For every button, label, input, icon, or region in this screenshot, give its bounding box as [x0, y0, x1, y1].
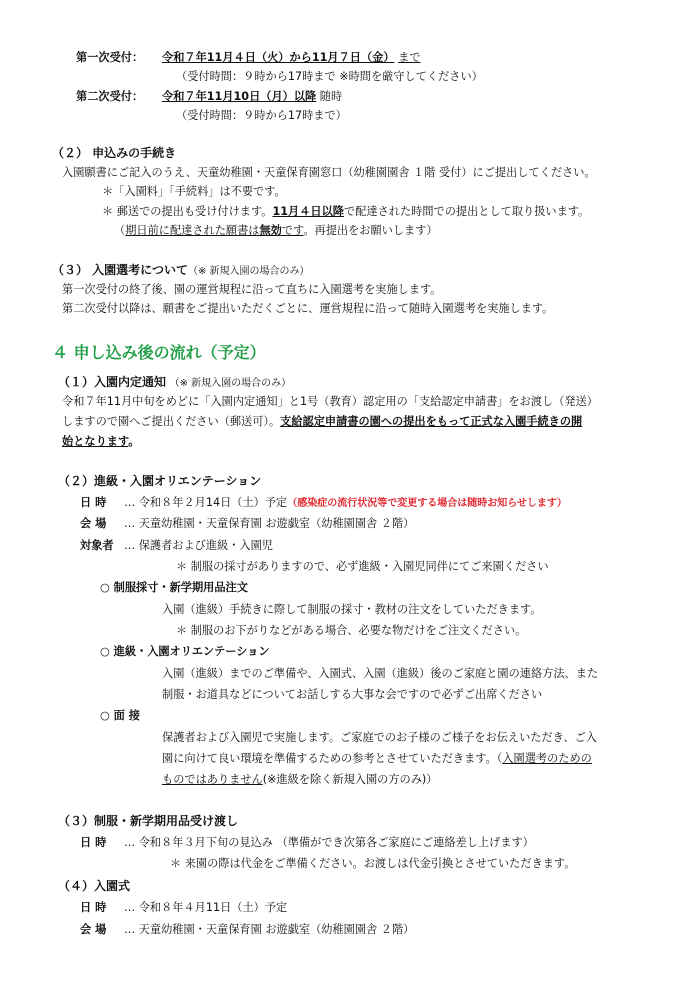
- procedure-line4-invalid: 無効: [259, 224, 282, 237]
- procedure-line3-date: 11月４日以降: [272, 205, 344, 218]
- orientation-target-label: 対象者: [80, 539, 114, 552]
- procedure-line4-e: 。再提出をお願いします）: [303, 224, 438, 237]
- interview-line3: [162, 772, 437, 788]
- orient-line2: 制服・お道具などについてお話しする大事な会ですので必ずご出席ください: [162, 688, 543, 701]
- notice-heading-note: （※ 新規入園の場合のみ）: [169, 378, 292, 389]
- orientation-date: [124, 495, 567, 512]
- orientation-date-label: 日 時: [80, 496, 107, 509]
- notice-line1: 令和７年11月中旬をめどに「入園内定通知」と1号（教育）認定用の「支給認定申請書」をお渡し（発送）: [62, 395, 598, 408]
- notice-line3-end: 。: [128, 435, 140, 448]
- procedure-line1: 入園願書にご記入のうえ、天童幼稚園・天童保育園窓口（幼稚園園舎 １階 受付）にご提出してください。: [62, 166, 596, 179]
- notice-line3-text: 始となります: [62, 435, 129, 448]
- procedure-line3-c: で配達された時間での提出として取り扱います。: [344, 205, 590, 218]
- delivery-note: ＊ 来園の際は代金をご準備ください。お渡しは代金引換とさせていただきます。: [170, 857, 576, 870]
- ceremony-date-label: 日 時: [80, 901, 107, 914]
- flow-heading: ４ 申し込み後の流れ（予定）: [52, 343, 266, 362]
- first-reception-hours: （受付時間：９時から17時まで ※時間を厳守してください）: [176, 70, 483, 83]
- orientation-date-value: … 令和８年２月14日（土）予定: [124, 496, 288, 509]
- orientation-date-note: （感染症の流行状況等で変更する場合は随時お知らせします）: [287, 498, 567, 509]
- first-reception-dates: 令和７年11月４日（火）から11月７日（金）: [162, 51, 395, 64]
- second-reception-anytime: 随時: [319, 90, 343, 103]
- orientation-venue-value: … 天童幼稚園・天童保育園 お遊戯室（幼稚園園舎 ２階）: [124, 517, 415, 530]
- interview-heading: ○ 面 接: [100, 709, 140, 722]
- uniform-line2: ＊ 制服のお下がりなどがある場合、必要な物だけをご注文ください。: [176, 624, 527, 637]
- interview-line3-b: (※進級を除く新規入園の方のみ)）: [262, 773, 438, 786]
- uniform-line1: 入園（進級）手続きに際して制服の採寸・教材の注文をしていただきます。: [162, 603, 542, 616]
- second-reception-date: 令和７年11月10日（月）以降: [162, 90, 317, 103]
- first-reception-until: まで: [398, 51, 421, 64]
- interview-line2-b: 入園選考のための: [502, 752, 592, 765]
- orientation-target-note: ＊ 制服の採寸がありますので、必ず進級・入園児同伴にてご来園ください: [176, 560, 549, 573]
- second-reception-label: 第二次受付：: [76, 90, 144, 103]
- delivery-date-label: 日 時: [80, 836, 107, 849]
- interview-line2: [162, 751, 592, 767]
- ceremony-heading: （４）入園式: [58, 879, 131, 893]
- orientation-venue-label: 会 場: [80, 517, 107, 530]
- orientation-heading: （２）進級・入園オリエンテーション: [58, 474, 262, 488]
- selection-line2: 第二次受付以降は、願書をご提出いただくごとに、運営規程に沿って随時入園選考を実施します。: [62, 302, 554, 315]
- orient-line1: 入園（進級）までのご準備や、入園式、入園（進級）後のご家庭と園の連絡方法、また: [162, 667, 599, 680]
- orient-heading: ○ 進級・入園オリエンテーション: [100, 645, 270, 658]
- procedure-line4: [114, 223, 438, 239]
- notice-line2-b: 支給認定申請書の園への提出をもって正式な入園手続きの開: [280, 415, 583, 428]
- second-reception-period: [162, 89, 342, 105]
- interview-line2-a: 園に向けて良い環境を準備するための参考とさせていただきます。（: [162, 752, 503, 765]
- interview-line1: 保護者および入園児で実施します。ご家庭でのお子様のご様子をお伝えいただき、ご入: [162, 731, 597, 744]
- ceremony-venue-value: … 天童幼稚園・天童保育園 お遊戯室（幼稚園園舎 ２階）: [124, 923, 415, 936]
- notice-line2: [62, 414, 582, 430]
- procedure-line3-a: ＊ 郵送での提出も受け付けます。: [102, 205, 273, 218]
- first-reception-period: [162, 50, 420, 66]
- procedure-line4-a: （: [114, 224, 126, 237]
- delivery-heading: （３）制服・新学期用品受け渡し: [58, 814, 239, 828]
- delivery-date-value: … 令和８年３月下旬の見込み （準備ができ次第各ご家庭にご連絡差し上げます）: [124, 836, 534, 849]
- selection-heading: （３） 入園選考について: [52, 263, 188, 277]
- first-reception-label: 第一次受付：: [76, 51, 144, 64]
- procedure-line4-b: 期日前に配達された願書は: [125, 224, 260, 237]
- selection-heading-note: （※ 新規入園の場合のみ）: [187, 266, 310, 277]
- procedure-line3: [102, 204, 589, 220]
- orientation-target-value: … 保護者および進級・入園児: [124, 539, 273, 552]
- second-reception-hours: （受付時間：９時から17時まで）: [176, 109, 347, 122]
- uniform-heading: ○ 制服採寸・新学期用品注文: [100, 581, 248, 594]
- procedure-line4-d: です: [281, 224, 304, 237]
- ceremony-date-value: … 令和８年４月11日（土）予定: [124, 901, 288, 914]
- ceremony-venue-label: 会 場: [80, 923, 107, 936]
- notice-heading: （１）入園内定通知: [58, 375, 167, 389]
- notice-line3: [62, 434, 139, 450]
- interview-line3-a: ものではありません: [162, 773, 263, 786]
- notice-line2-a: しますので園へご提出ください（郵送可）。: [62, 415, 281, 428]
- notice-heading-row: [58, 374, 291, 392]
- selection-heading-row: [52, 262, 310, 280]
- selection-line1: 第一次受付の終了後、園の運営規程に沿って直ちに入園選考を実施します。: [62, 283, 442, 296]
- procedure-heading: （２） 申込みの手続き: [52, 146, 177, 160]
- procedure-line2: ＊「入園料」「手続料」は不要です。: [102, 185, 286, 198]
